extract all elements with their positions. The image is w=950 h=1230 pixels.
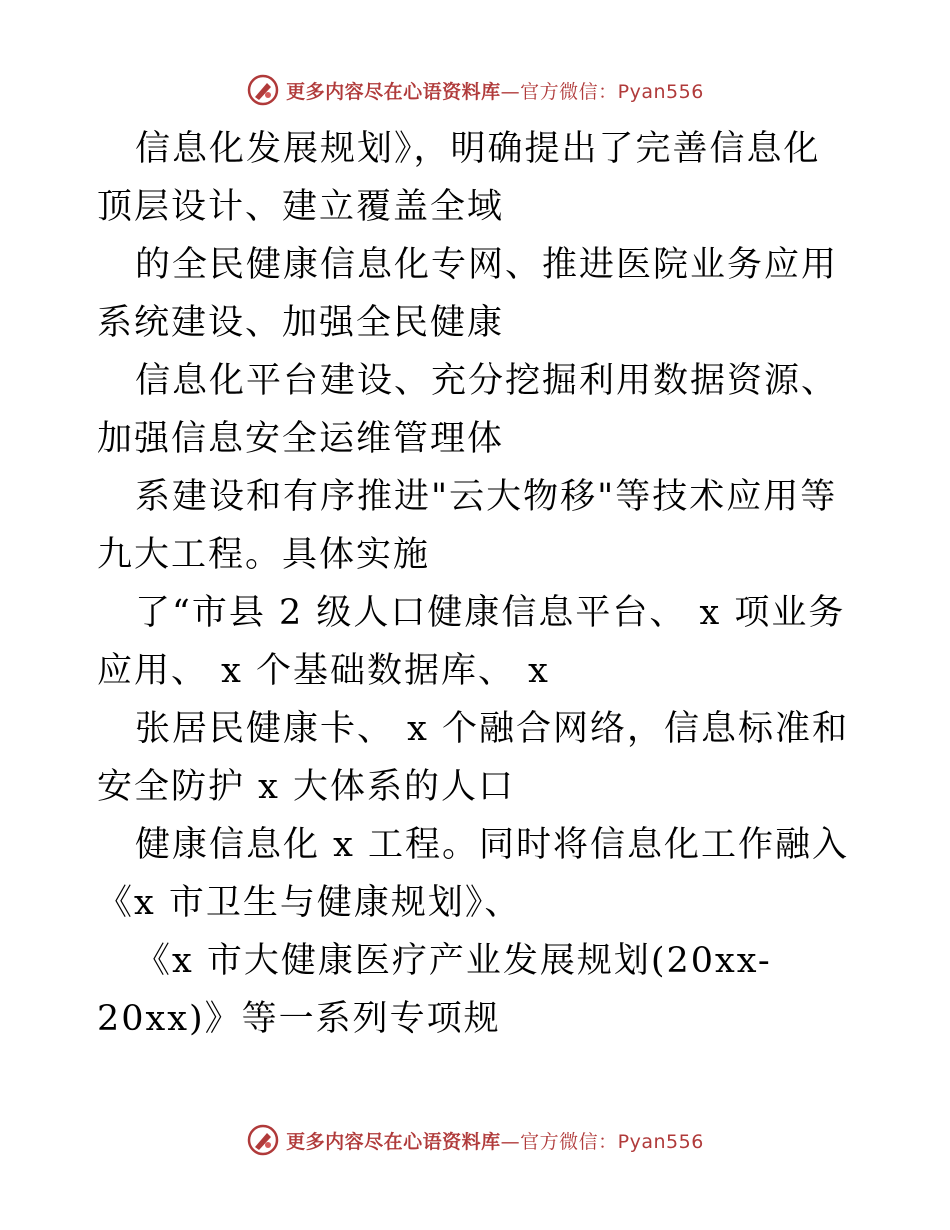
paragraph: 信息化平台建设、充分挖掘利用数据资源、加强信息安全运维管理体 (97, 361, 839, 459)
header-dash: — (500, 80, 521, 103)
header-watermark (0, 70, 950, 110)
paragraph: 信息化发展规划》，明确提出了完善信息化顶层设计、建立覆盖全域 (97, 129, 821, 227)
footer-dash: — (500, 1130, 521, 1153)
paragraph: 《x 市大健康医疗产业发展规划(20xx-20xx)》等一系列专项规 (97, 941, 772, 1039)
footer-wechat-text: 官方微信：Pyan556 (520, 1130, 704, 1153)
paragraph: 的全民健康信息化专网、推进医院业务应用系统建设、加强全民健康 (97, 245, 839, 343)
header-site-text: 更多内容尽在心语资料库 (286, 80, 501, 103)
paragraph: 张居民健康卡、 x 个融合网络，信息标准和安全防护 x 大体系的人口 (97, 709, 849, 807)
paragraph: 系建设和有序推进"云大物移"等技术应用等九大工程。具体实施 (97, 477, 838, 575)
paragraph: 了“市县 2 级人口健康信息平台、 x 项业务应用、 x 个基础数据库、 x (97, 593, 846, 691)
brand-logo-icon (246, 73, 280, 107)
header-wechat-text: 官方微信：Pyan556 (520, 80, 704, 103)
footer-watermark (0, 1120, 950, 1160)
footer-site-text: 更多内容尽在心语资料库 (286, 1130, 501, 1153)
brand-logo-icon (246, 1123, 280, 1157)
paragraph: 健康信息化 x 工程。同时将信息化工作融入《x 市卫生与健康规划》、 (97, 825, 849, 923)
document-body (97, 120, 857, 1048)
